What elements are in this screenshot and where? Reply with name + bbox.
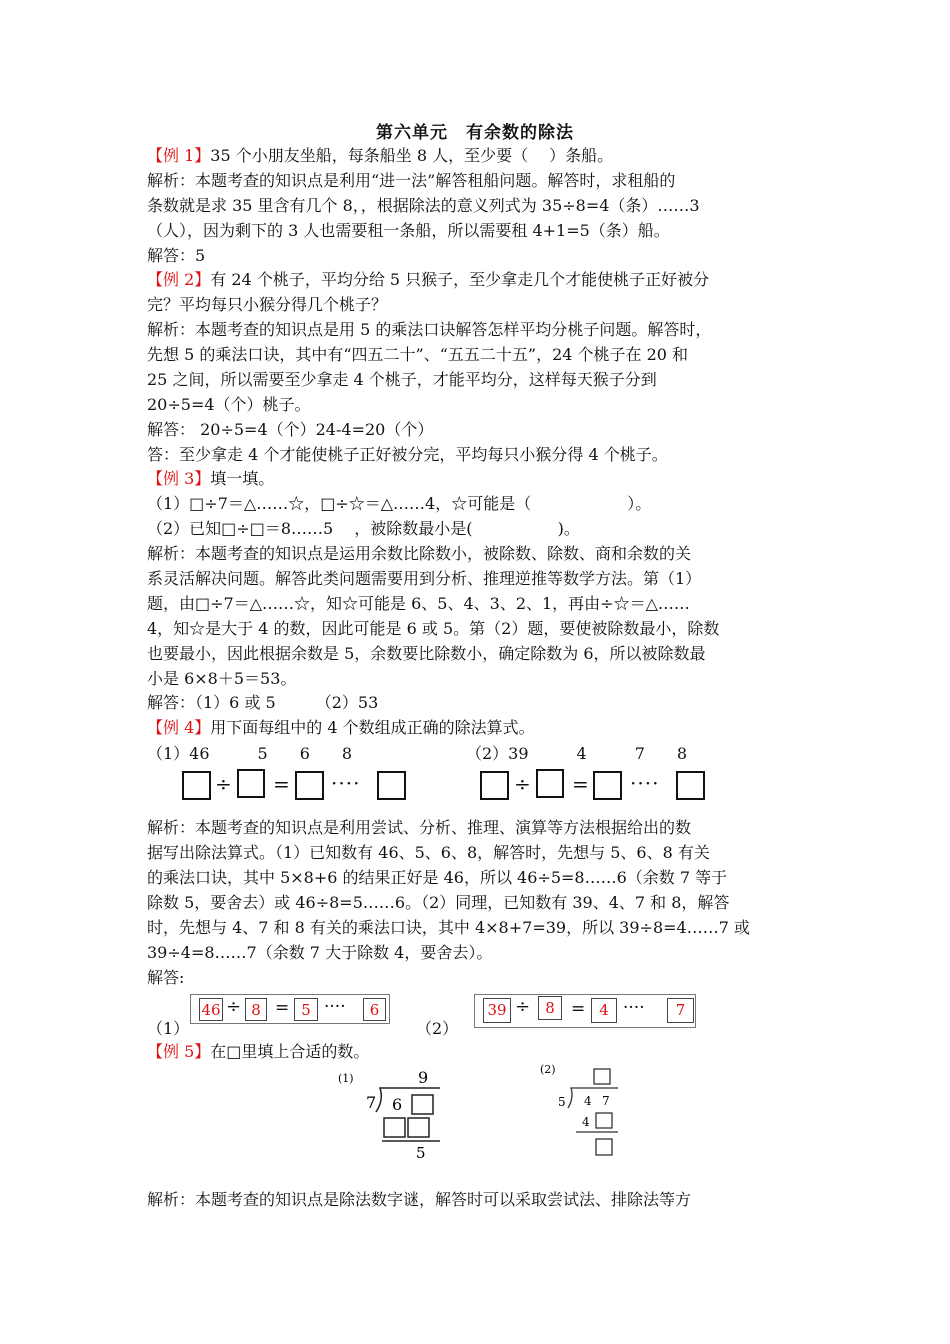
ex2-analysis-3: 25 之间，所以需要至少拿走 4 个桃子，才能平均分，这样每天猴子分到 bbox=[147, 370, 657, 389]
ex4-analysis-2: 据写出除法算式。（1）已知数有 46、5、6、8，解答时，先想与 5、6、8 有关 bbox=[147, 843, 710, 862]
blank-box bbox=[377, 771, 406, 800]
puzzle-dividend-digit: 4 bbox=[584, 1094, 592, 1108]
ex3-answer: 解答：（1）6 或 5 （2）53 bbox=[147, 693, 379, 712]
ex4-analysis-6: 39÷4=8……7（余数 7 大于除数 4，要舍去）。 bbox=[147, 943, 493, 962]
equals-sign: = bbox=[275, 998, 290, 1018]
puzzle-divisor: 5 bbox=[558, 1095, 566, 1109]
answer-dividend: 46 bbox=[199, 998, 223, 1021]
divide-sign: ÷ bbox=[226, 996, 242, 1017]
ex1-analysis-2: 条数就是求 35 里含有几个 8，，根据除法的意义列式为 35÷8=4（条）……3 bbox=[147, 196, 700, 215]
blank-box bbox=[676, 771, 705, 800]
puzzle-remainder: 5 bbox=[416, 1144, 426, 1162]
equals-sign: = bbox=[273, 772, 290, 796]
page-title: 第六单元 有余数的除法 bbox=[376, 123, 574, 143]
ex2-question-1: 【例 2】有 24 个桃子，平均分给 5 只猴子，至少拿走几个才能使桃子正好被分 bbox=[147, 270, 710, 289]
answer-dividend: 39 bbox=[483, 998, 511, 1023]
ex4-analysis-1: 解析：本题考查的知识点是利用尝试、分析、推理、演算等方法根据给出的数 bbox=[147, 818, 692, 837]
answer-divisor: 8 bbox=[538, 996, 562, 1020]
answer-remainder: 7 bbox=[667, 998, 694, 1023]
ex1-tag: 【例 1】 bbox=[147, 146, 211, 165]
ex2-tag: 【例 2】 bbox=[147, 270, 211, 289]
blank-box bbox=[594, 1069, 610, 1084]
blank-box bbox=[596, 1139, 612, 1155]
ex4-answer-2-label: （2） bbox=[416, 1019, 459, 1038]
ex3-analysis-5: 也要最小，因此根据余数是 5，余数要比除数小，确定除数为 6，所以被除数最 bbox=[147, 644, 706, 663]
long-division-bracket bbox=[376, 1088, 440, 1112]
blank-box bbox=[596, 1113, 612, 1128]
ex3-analysis-1: 解析：本题考查的知识点是运用余数比除数小，被除数、除数、商和余数的关 bbox=[147, 544, 692, 563]
ex3-analysis-6: 小是 6×8＋5＝53。 bbox=[147, 669, 297, 688]
ex4-answer-label: 解答: bbox=[147, 968, 185, 987]
blank-box bbox=[412, 1095, 433, 1114]
divide-sign: ÷ bbox=[514, 772, 531, 796]
ex3-question: 【例 3】填一填。 bbox=[147, 469, 275, 488]
answer-divisor: 8 bbox=[245, 998, 267, 1021]
ex5-analysis-1: 解析：本题考查的知识点是除法数字谜，解答时可以采取尝试法、排除法等方 bbox=[147, 1190, 692, 1209]
puzzle-quotient: 9 bbox=[418, 1068, 429, 1087]
ex5-question: 【例 5】在□里填上合适的数。 bbox=[147, 1042, 370, 1061]
ex1-answer: 解答：5 bbox=[147, 246, 206, 265]
ex4-question: 【例 4】用下面每组中的 4 个数组成正确的除法算式。 bbox=[147, 718, 535, 737]
ex2-analysis-1: 解析：本题考查的知识点是用 5 的乘法口诀解答怎样平均分桃子问题。解答时， bbox=[147, 320, 712, 339]
ex1-analysis-3: （人），因为剩下的 3 人也需要租一条船，所以需要租 4+1=5（条）船。 bbox=[147, 221, 670, 240]
ex4-analysis-5: 时，先想与 4、7 和 8 有关的乘法口诀，其中 4×8+7=39，所以 39÷8=4……7 或 bbox=[147, 918, 750, 937]
blank-box bbox=[593, 771, 622, 800]
divide-sign: ÷ bbox=[215, 772, 232, 796]
ex3-analysis-4: 4，知☆是大于 4 的数，因此可能是 6 或 5。第（2）题，要使被除数最小，除数 bbox=[147, 619, 720, 638]
blank-box bbox=[480, 771, 509, 800]
remainder-dots: ···· bbox=[331, 771, 361, 795]
equals-sign: = bbox=[571, 999, 586, 1019]
ex5-tag: 【例 5】 bbox=[147, 1042, 211, 1061]
ex3-question-1: （1）□÷7＝△……☆，□÷☆＝△……4，☆可能是（ ）。 bbox=[147, 494, 652, 513]
ex2-question-2: 完？平均每只小猴分得几个桃子？ bbox=[147, 295, 388, 314]
ex1-question: 【例 1】35 个小朋友坐船，每条船坐 8 人，至少要（ ）条船。 bbox=[147, 146, 614, 165]
ex2-answer: 解答： 20÷5=4（个）24-4=20（个） bbox=[147, 420, 434, 439]
puzzle-dividend-digit: 6 bbox=[392, 1095, 403, 1114]
puzzle-label: (2) bbox=[540, 1063, 556, 1076]
puzzle-subtrahend: 4 bbox=[582, 1115, 590, 1129]
equals-sign: = bbox=[572, 772, 589, 796]
answer-remainder: 6 bbox=[363, 998, 386, 1021]
puzzle-label: (1) bbox=[338, 1072, 354, 1085]
long-division-bracket bbox=[568, 1088, 618, 1108]
ex4-group-1: （1）46 5 6 8 bbox=[147, 744, 353, 763]
blank-box bbox=[295, 771, 324, 800]
blank-box bbox=[384, 1118, 405, 1137]
blank-box bbox=[536, 769, 564, 798]
answer-quotient: 5 bbox=[294, 998, 318, 1021]
ex4-group-2: （2）39 4 7 8 bbox=[466, 744, 688, 763]
ex5-puzzle-2 bbox=[538, 1060, 628, 1160]
puzzle-dividend-digit: 7 bbox=[602, 1094, 610, 1108]
ex3-question-2: （2）已知□÷□＝8……5 ，被除数最小是( )。 bbox=[147, 519, 580, 538]
ex4-analysis-3: 的乘法口诀，其中 5×8+6 的结果正好是 46，所以 46÷5=8……6（余数 7 等于 bbox=[147, 868, 728, 887]
remainder-dots: ···· bbox=[623, 998, 645, 1018]
puzzle-divisor: 7 bbox=[366, 1093, 377, 1112]
blank-box bbox=[408, 1118, 429, 1137]
ex2-analysis-2: 先想 5 的乘法口诀，其中有“四五二十”、“五五二十五”，24 个桃子在 20 和 bbox=[147, 345, 689, 364]
ex3-analysis-3: 题，由□÷7＝△……☆，知☆可能是 6、5、4、3、2、1，再由÷☆＝△…… bbox=[147, 594, 690, 613]
divide-sign: ÷ bbox=[515, 996, 531, 1017]
ex2-analysis-4: 20÷5=4（个）桃子。 bbox=[147, 395, 311, 414]
ex4-answer-1-label: （1） bbox=[147, 1019, 190, 1038]
ex1-analysis-1: 解析：本题考查的知识点是利用“进一法”解答租船问题。解答时，求租船的 bbox=[147, 171, 676, 190]
remainder-dots: ···· bbox=[324, 997, 346, 1017]
ex5-puzzle-1 bbox=[336, 1066, 456, 1162]
ex4-analysis-4: 除数 5，要舍去）或 46÷8=5……6。（2）同理，已知数有 39、4、7 和 8，解答 bbox=[147, 893, 730, 912]
blank-box bbox=[182, 771, 211, 800]
answer-quotient: 4 bbox=[591, 998, 617, 1023]
remainder-dots: ···· bbox=[630, 771, 660, 795]
ex3-tag: 【例 3】 bbox=[147, 469, 211, 488]
blank-box bbox=[237, 769, 265, 798]
ex4-tag: 【例 4】 bbox=[147, 718, 211, 737]
ex2-reply: 答：至少拿走 4 个才能使桃子正好被分完，平均每只小猴分得 4 个桃子。 bbox=[147, 445, 668, 464]
ex3-analysis-2: 系灵活解决问题。解答此类问题需要用到分析、推理逆推等数学方法。第（1） bbox=[147, 569, 702, 588]
